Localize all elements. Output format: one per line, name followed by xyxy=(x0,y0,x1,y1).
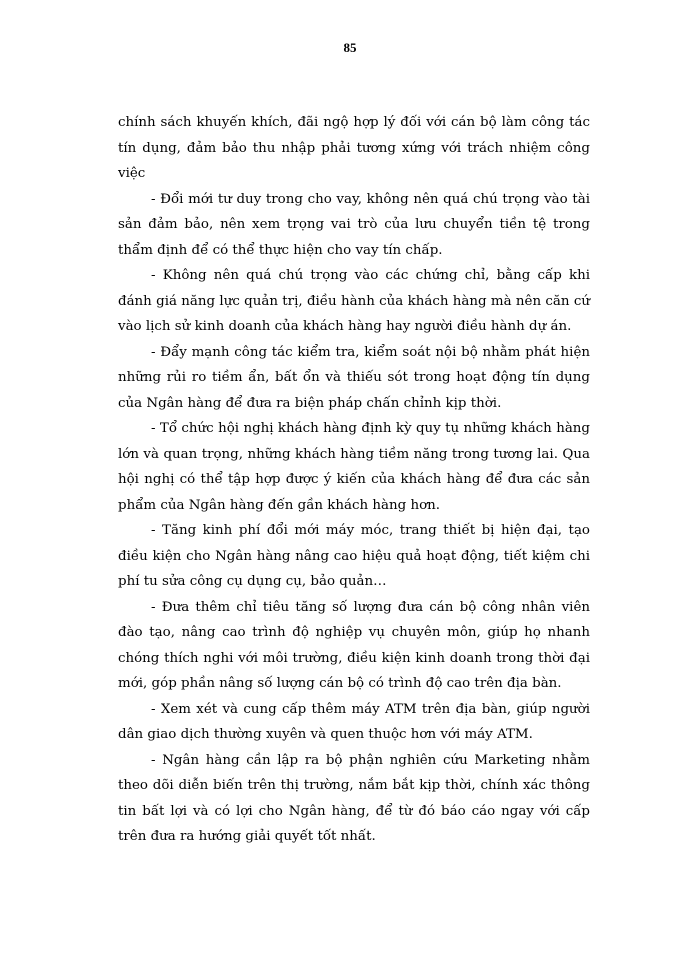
document-body xyxy=(118,110,590,850)
paragraph-credit-thinking: - Đổi mới tư duy trong cho vay, không nên quá chú trọng vào tài sản đảm bảo, nên xem trọng vai trò của lưu chuyển tiền tệ trong thẩm định để có thể thực hiện cho vay tín chấp. xyxy=(118,191,590,258)
paragraph-staff-training: - Đưa thêm chỉ tiêu tăng số lượng đưa cán bộ công nhân viên đào tạo, nâng cao trình độ nghiệp vụ chuyên môn, giúp họ nhanh chóng thích nghi với môi trường, điều kiện kinh doanh trong thời đại mới, góp phần nâng số lượng cán bộ có trình độ cao trên địa bàn. xyxy=(118,599,590,691)
paragraph-atm: - Xem xét và cung cấp thêm máy ATM trên địa bàn, giúp người dân giao dịch thường xuyên và quen thuộc hơn với máy ATM. xyxy=(118,701,590,742)
paragraph-customer-conference: - Tổ chức hội nghị khách hàng định kỳ quy tụ những khách hàng lớn và quan trọng, những khách hàng tiềm năng trong tương lai. Qua hội nghị có thể tập hợp được ý kiến của khách hàng để đưa các sản phẩm của Ngân hàng đến gần khách hàng hơn. xyxy=(118,421,590,513)
paragraph-internal-control: - Đẩy mạnh công tác kiểm tra, kiểm soát nội bộ nhằm phát hiện những rủi ro tiềm ẩn, bất ổn và thiếu sót trong hoạt động tín dụng của Ngân hàng để đưa ra biện pháp chấn chỉnh kịp thời. xyxy=(118,344,590,411)
page-number: 85 xyxy=(343,40,357,55)
paragraph-continuation: chính sách khuyến khích, đãi ngộ hợp lý đối với cán bộ làm công tác tín dụng, đảm bảo thu nhập phải tương xứng với trách nhiệm công việc xyxy=(118,115,590,181)
paragraph-certificates: - Không nên quá chú trọng vào các chứng chỉ, bằng cấp khi đánh giá năng lực quản trị, điều hành của khách hàng mà nên căn cứ vào lịch sử kinh doanh của khách hàng hay người điều hành dự án. xyxy=(118,268,590,334)
paragraph-equipment: - Tăng kinh phí đổi mới máy móc, trang thiết bị hiện đại, tạo điều kiện cho Ngân hàng nâng cao hiệu quả hoạt động, tiết kiệm chi phí tu sửa công cụ dụng cụ, bảo quản… xyxy=(118,523,590,589)
paragraph-marketing: - Ngân hàng cần lập ra bộ phận nghiên cứu Marketing nhằm theo dõi diễn biến trên thị trường, nắm bắt kịp thời, chính xác thông tin bất lợi và có lợi cho Ngân hàng, để từ đó báo cáo ngay với cấp trên đưa ra hướng giải quyết tốt nhất. xyxy=(118,752,590,844)
